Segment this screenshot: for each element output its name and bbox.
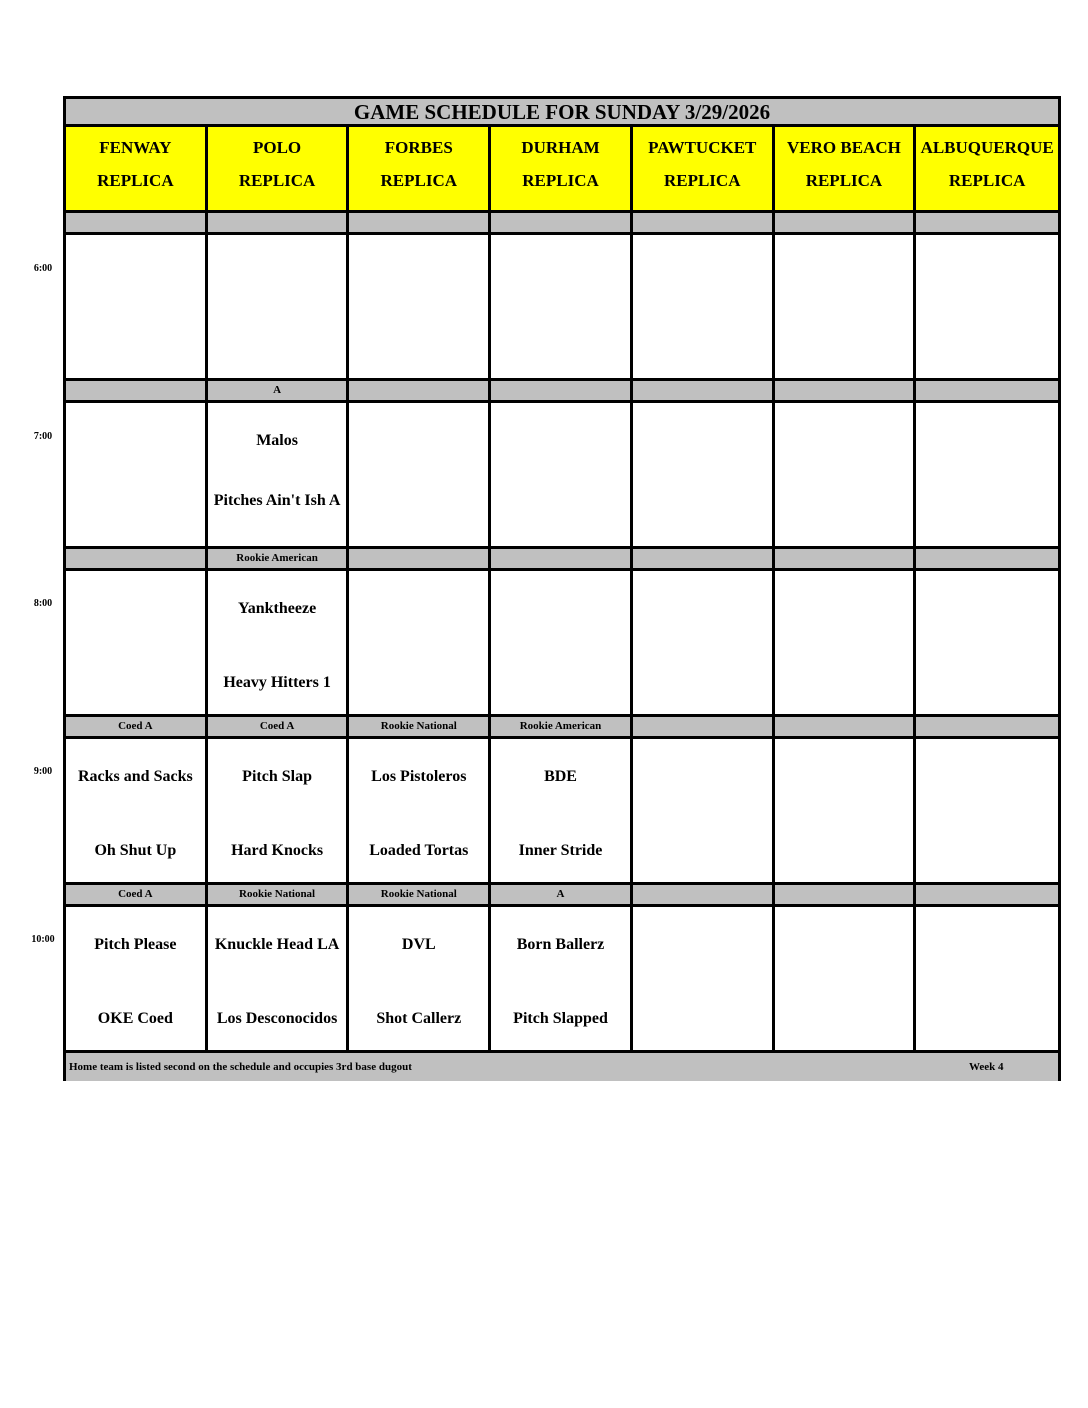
game-cell <box>208 907 350 1053</box>
away-team: Knuckle Head LA <box>214 936 340 953</box>
division-label <box>775 381 917 403</box>
division-row-9-00 <box>66 717 1058 739</box>
game-row-6-00 <box>66 235 1058 381</box>
division-label <box>208 213 350 235</box>
time-label-6-00: 6:00 <box>33 263 53 274</box>
game-cell <box>491 571 633 717</box>
away-team: Los Pistoleros <box>371 768 467 785</box>
game-row-10-00 <box>66 907 1058 1053</box>
division-label <box>775 885 917 907</box>
field-type: REPLICA <box>663 171 741 190</box>
away-team: Born Ballerz <box>516 936 605 953</box>
game-cell <box>633 907 775 1053</box>
game-cell <box>916 907 1058 1053</box>
game-cell <box>491 235 633 381</box>
home-team: OKE Coed <box>97 1010 173 1027</box>
field-type: REPLICA <box>380 171 458 190</box>
game-cell <box>916 403 1058 549</box>
division-label <box>66 213 208 235</box>
division-label <box>491 381 633 403</box>
home-team: Shot Callerz <box>376 1010 462 1027</box>
field-name: DURHAM <box>521 138 600 157</box>
away-team: Racks and Sacks <box>78 768 193 785</box>
game-cell <box>66 907 208 1053</box>
away-team: BDE <box>544 768 577 785</box>
division-row-6-00 <box>66 213 1058 235</box>
game-cell <box>775 739 917 885</box>
schedule-table <box>63 96 1061 1081</box>
time-label-7-00: 7:00 <box>33 431 53 442</box>
game-cell <box>491 907 633 1053</box>
game-cell <box>208 739 350 885</box>
field-name: ALBUQUERQUE <box>920 138 1054 157</box>
week-label: Week 4 <box>969 1061 1004 1073</box>
game-cell <box>916 739 1058 885</box>
field-type: REPLICA <box>948 171 1026 190</box>
home-team: Heavy Hitters 1 <box>223 674 331 691</box>
game-cell <box>916 571 1058 717</box>
field-type: REPLICA <box>238 171 316 190</box>
game-cell <box>208 403 350 549</box>
division-label <box>633 717 775 739</box>
game-cell <box>775 235 917 381</box>
time-label-10-00: 10:00 <box>31 934 55 945</box>
division-label: Rookie American <box>491 717 633 739</box>
game-cell <box>66 739 208 885</box>
division-row-8-00 <box>66 549 1058 571</box>
game-cell <box>775 571 917 717</box>
field-header-albuquerque <box>916 127 1058 213</box>
field-header-vero-beach <box>775 127 917 213</box>
away-team: Pitch Slap <box>242 768 312 785</box>
schedule-title: GAME SCHEDULE FOR SUNDAY 3/29/2026 <box>66 99 1058 127</box>
game-cell <box>633 235 775 381</box>
away-team: Malos <box>256 432 298 449</box>
division-label: Rookie National <box>208 885 350 907</box>
field-name: VERO BEACH <box>787 138 901 157</box>
game-cell <box>349 235 491 381</box>
field-name: FORBES <box>384 138 453 157</box>
division-label: A <box>491 885 633 907</box>
division-label <box>916 885 1058 907</box>
division-label <box>916 381 1058 403</box>
division-label <box>66 549 208 571</box>
away-team: Pitch Please <box>94 936 177 953</box>
home-team: Los Desconocidos <box>216 1010 338 1027</box>
away-team: Yanktheeze <box>237 600 317 617</box>
division-label: Rookie National <box>349 717 491 739</box>
away-team: DVL <box>401 936 436 953</box>
game-cell <box>66 403 208 549</box>
division-label: Coed A <box>66 885 208 907</box>
division-label <box>491 213 633 235</box>
game-row-9-00 <box>66 739 1058 885</box>
field-type: REPLICA <box>805 171 883 190</box>
division-label: Rookie American <box>208 549 350 571</box>
schedule-footer <box>66 1053 1058 1081</box>
game-cell <box>633 739 775 885</box>
division-label <box>775 549 917 571</box>
field-type: REPLICA <box>97 171 174 190</box>
field-name: FENWAY <box>99 138 172 157</box>
game-cell <box>208 571 350 717</box>
division-label <box>633 549 775 571</box>
game-cell <box>349 907 491 1053</box>
home-team-note: Home team is listed second on the schedule and occupies 3rd base dugout <box>69 1061 412 1073</box>
game-cell <box>633 403 775 549</box>
time-label-8-00: 8:00 <box>33 598 53 609</box>
game-cell <box>775 403 917 549</box>
game-cell <box>775 907 917 1053</box>
field-header-pawtucket <box>633 127 775 213</box>
home-team: Pitch Slapped <box>513 1010 608 1027</box>
home-team: Hard Knocks <box>231 842 324 859</box>
division-label: Rookie National <box>349 885 491 907</box>
game-cell <box>349 739 491 885</box>
division-label <box>775 717 917 739</box>
home-team: Oh Shut Up <box>94 842 177 859</box>
game-row-8-00 <box>66 571 1058 717</box>
division-label <box>633 381 775 403</box>
division-label <box>633 885 775 907</box>
game-cell <box>633 571 775 717</box>
division-row-10-00 <box>66 885 1058 907</box>
field-name: POLO <box>252 138 302 157</box>
division-label <box>491 549 633 571</box>
game-cell <box>66 235 208 381</box>
division-label <box>633 213 775 235</box>
division-label <box>775 213 917 235</box>
division-label: Coed A <box>66 717 208 739</box>
game-row-7-00 <box>66 403 1058 549</box>
time-label-9-00: 9:00 <box>33 766 53 777</box>
game-cell <box>349 571 491 717</box>
field-header-row <box>66 127 1058 213</box>
game-cell <box>66 571 208 717</box>
division-label <box>916 717 1058 739</box>
division-label <box>916 549 1058 571</box>
division-label <box>916 213 1058 235</box>
division-label <box>66 381 208 403</box>
field-header-polo <box>208 127 350 213</box>
game-cell <box>349 403 491 549</box>
home-team: Loaded Tortas <box>369 842 469 859</box>
field-header-fenway <box>66 127 208 213</box>
field-name: PAWTUCKET <box>648 138 757 157</box>
game-cell <box>916 235 1058 381</box>
field-type: REPLICA <box>522 171 599 190</box>
home-team: Pitches Ain't Ish A <box>213 492 341 509</box>
division-label <box>349 549 491 571</box>
game-cell <box>208 235 350 381</box>
game-cell <box>491 739 633 885</box>
division-label <box>349 381 491 403</box>
division-label: Coed A <box>208 717 350 739</box>
division-label: A <box>208 381 350 403</box>
field-header-forbes <box>349 127 491 213</box>
field-header-durham <box>491 127 633 213</box>
game-cell <box>491 403 633 549</box>
division-label <box>349 213 491 235</box>
division-row-7-00 <box>66 381 1058 403</box>
home-team: Inner Stride <box>518 842 603 859</box>
